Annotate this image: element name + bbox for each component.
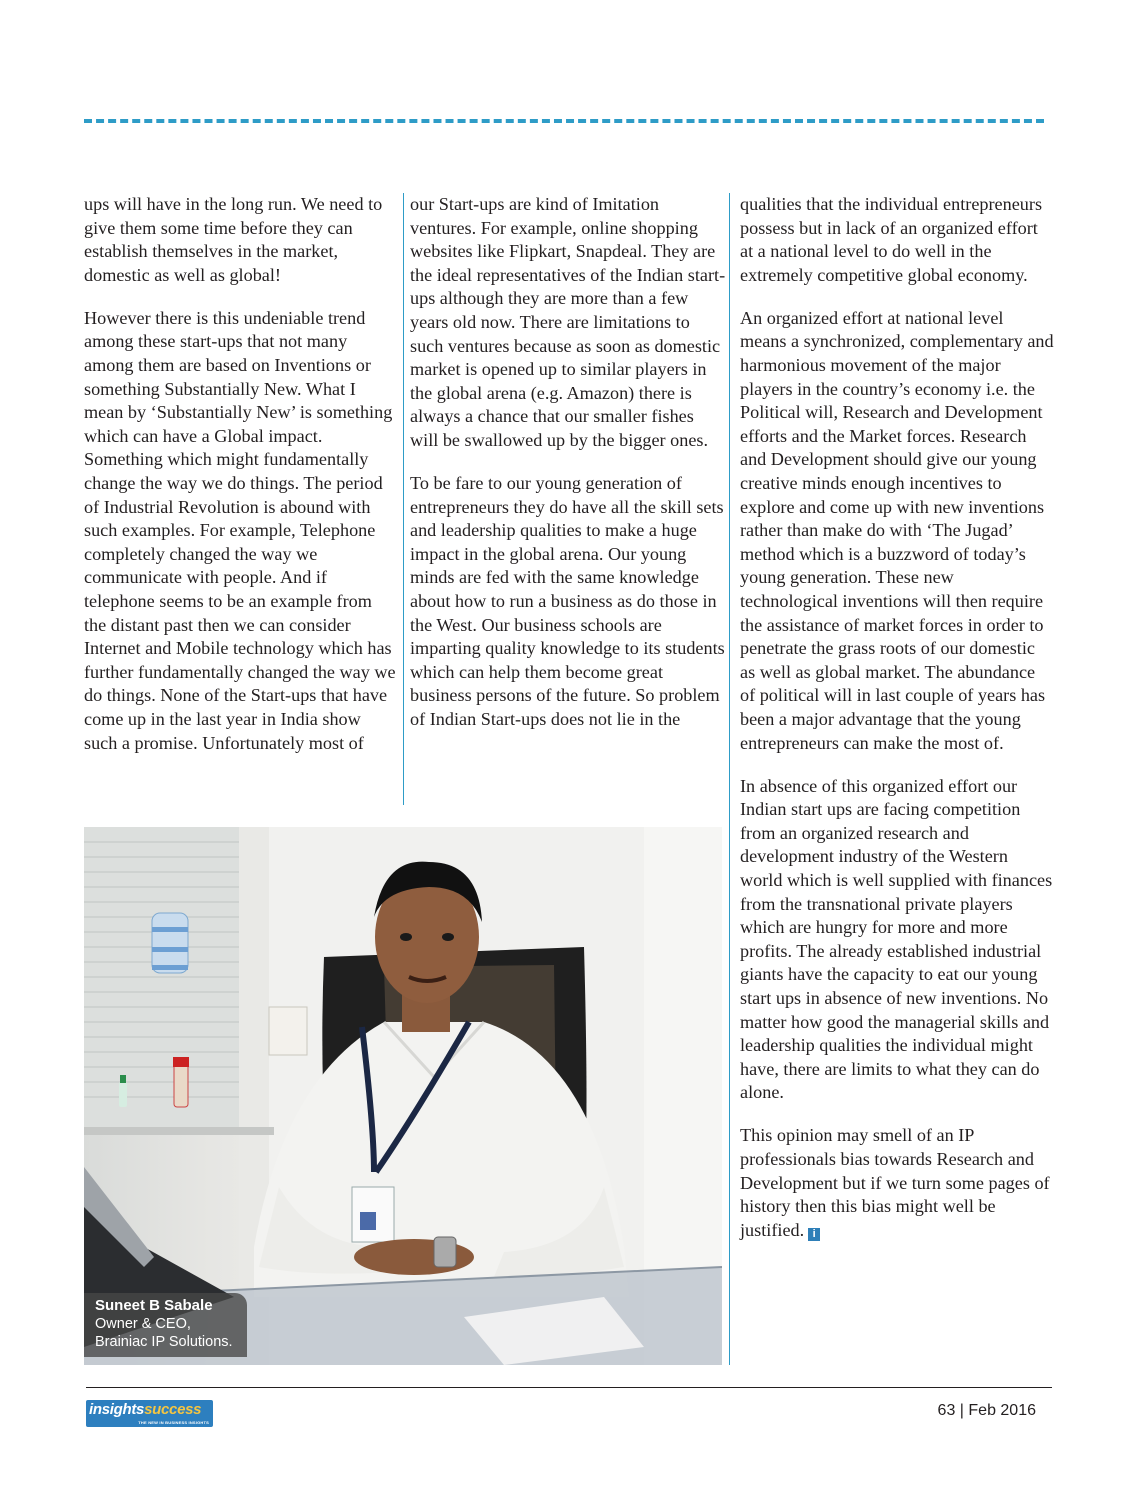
paragraph: ups will have in the long run. We need to give them some time before they can establish themselves in the market, domestic as well as global! bbox=[84, 194, 383, 285]
paragraph-last bbox=[740, 1124, 1054, 1242]
caption-company: Brainiac IP Solutions. bbox=[95, 1334, 233, 1350]
logo-word-1: insights bbox=[89, 1401, 145, 1418]
photo-caption bbox=[84, 1293, 247, 1357]
portrait-illustration bbox=[84, 827, 722, 1365]
paragraph: qualities that the individual entrepreneurs possess but in lack of an organized effort at a national level to do well in the extremely competitive global economy. bbox=[740, 194, 1043, 285]
insights-success-logo bbox=[86, 1400, 213, 1427]
column-divider bbox=[729, 193, 730, 1365]
water-bottle bbox=[152, 913, 188, 973]
article-column-1 bbox=[84, 193, 396, 775]
column-divider bbox=[403, 193, 404, 805]
logo-wordmark bbox=[89, 1401, 201, 1418]
article-column-2 bbox=[410, 193, 726, 751]
logo-tagline: THE NEW IN BUSINESS INSIGHTS bbox=[138, 1420, 209, 1425]
page-folio: 63 | Feb 2016 bbox=[937, 1402, 1036, 1419]
paragraph: our Start-ups are kind of Imitation ventures. For example, online shopping websites like Flipkart, Snapdeal. They are the ideal representatives of the Indian start-ups although they are more than a few years old now. There are limitations to such ventures because as soon as domestic market is opened up to similar players in the global arena (e.g. Amazon) there is always a chance that our smaller fishes will be swallowed up by the bigger ones. bbox=[410, 194, 726, 450]
end-of-article-icon: i bbox=[808, 1228, 820, 1241]
portrait-photo bbox=[84, 827, 722, 1365]
paragraph: In absence of this organized effort our Indian start ups are facing competition from an organized research and development industry of the Western world which is well supplied with finances from the transnational private players which are hungry for more and more profits. The already established industrial giants have the capacity to eat our young start ups in absence of new inventions. No matter how good the managerial skills and leadership qualities the individual might have, there are limits to what they can do alone. bbox=[740, 775, 1053, 1103]
paragraph: An organized effort at national level means a synchronized, complementary and harmonious movement of the major players in the country’s economy i.e. the Political will, Research and Development efforts and the Market forces. Research and Development should give our young creative minds enough incentives to explore and come up with new inventions rather than make do with ‘The Jugad’ method which is a buzzword of today’s young generation. These new technological inventions will then require the assistance of market forces in order to penetrate the grass roots of our domestic as well as global market. The abundance of political will in last couple of years has been a major advantage that the young entrepreneurs can make the most of. bbox=[740, 307, 1054, 753]
caption-role: Owner & CEO, bbox=[95, 1316, 191, 1332]
caption-name: Suneet B Sabale bbox=[95, 1297, 213, 1314]
logo-word-2: success bbox=[144, 1401, 202, 1418]
article-column-3 bbox=[740, 193, 1054, 1262]
paragraph-text: This opinion may smell of an IP professionals bias towards Research and Development but if we turn some pages of history then this bias might well be justified. bbox=[740, 1125, 1050, 1240]
footer-rule bbox=[86, 1387, 1052, 1388]
paragraph: To be fare to our young generation of entrepreneurs they do have all the skill sets and leadership qualities to make a huge impact in the global arena. Our young minds are fed with the same knowledge about how to run a business as do those in the West. Our business schools are imparting quality knowledge to its students which can help them become great business persons of the future. So problem of Indian Start-ups does not lie in the bbox=[410, 473, 725, 729]
header-dashed-rule bbox=[84, 119, 1044, 123]
wristwatch bbox=[434, 1237, 456, 1267]
paragraph: However there is this undeniable trend among these start-ups that not many among them are based on Inventions or something Substantially New. What I mean by ‘Substantially New’ is something which can have a Global impact. Something which might fundamentally change the way we do things. The period of Industrial Revolution is abound with such examples. For example, Telephone completely changed the way we communicate with people. And if telephone seems to be an example from the distant past then we can consider Internet and Mobile technology which has further fundamentally changed the way we do things. None of the Start-ups that have come up in the last year in India show such a promise. Unfortunately most of bbox=[84, 307, 396, 753]
